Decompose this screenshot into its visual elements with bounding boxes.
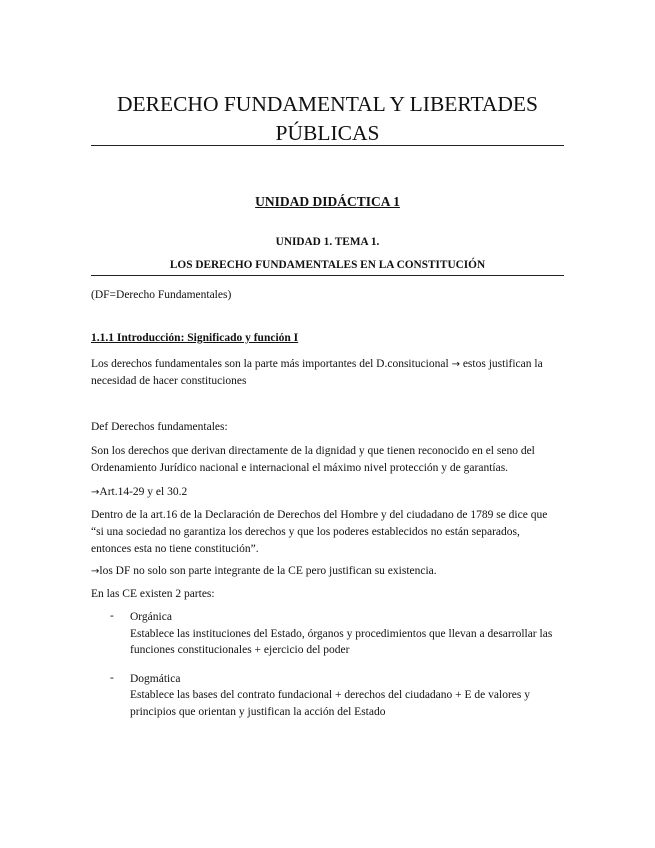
definition-line2: Ordenamiento Jurídico nacional e internacional el máximo nivel protección y de garantías. xyxy=(91,462,509,474)
list-item-line2: principios que orientan y justifican la acción del Estado xyxy=(130,706,386,718)
df-statement xyxy=(91,563,437,580)
list-item-line1: Establece las instituciones del Estado, órganos y procedimientos que llevan a desarrollar las xyxy=(130,628,553,640)
list-item-term: Dogmática xyxy=(130,673,181,685)
article-reference xyxy=(91,484,187,501)
section-heading: 1.1.1 Introducción: Significado y función I xyxy=(91,332,299,344)
parts-intro: En las CE existen 2 partes: xyxy=(91,588,215,600)
tema-subtitle: LOS DERECHO FUNDAMENTALES EN LA CONSTITUCIÓN xyxy=(169,259,486,271)
abbrev-note: (DF=Derecho Fundamentales) xyxy=(91,289,232,301)
tema-heading: UNIDAD 1. TEMA 1. xyxy=(275,236,380,248)
list-item-term: Orgánica xyxy=(130,611,172,623)
arrow-icon: → xyxy=(91,487,100,498)
arrow-icon: → xyxy=(451,359,460,370)
subtitle-divider xyxy=(91,275,564,276)
article-reference-text: Art.14-29 y el 30.2 xyxy=(99,486,188,498)
declaration-line3: entonces esta no tiene constitución”. xyxy=(91,543,259,555)
paragraph-intro-text: Los derechos fundamentales son la parte más importantes del D.consitucional xyxy=(91,358,452,370)
page-title: DERECHO FUNDAMENTAL Y LIBERTADES PÚBLICAS xyxy=(116,92,539,145)
paragraph-intro-line1 xyxy=(91,356,543,373)
list-bullet-dash: - xyxy=(110,672,114,684)
list-item-line1: Establece las bases del contrato fundacional + derechos del ciudadano + E de valores y xyxy=(130,689,530,701)
title-divider xyxy=(91,145,564,146)
definition-line1: Son los derechos que derivan directamente de la dignidad y que tienen reconocido en el seno del xyxy=(91,445,535,457)
paragraph-intro-line2: necesidad de hacer constituciones xyxy=(91,375,247,387)
arrow-icon: → xyxy=(91,566,100,577)
declaration-line2: “si una sociedad no garantiza los derechos y que los poderes establecidos no están separados, xyxy=(91,526,520,538)
definition-label: Def Derechos fundamentales: xyxy=(91,421,228,433)
declaration-line1: Dentro de la art.16 de la Declaración de Derechos del Hombre y del ciudadano de 1789 se dice que xyxy=(91,509,548,521)
list-item-line2: funciones constitucionales + ejercicio del poder xyxy=(130,644,350,656)
list-bullet-dash: - xyxy=(110,610,114,622)
df-statement-text: los DF no solo son parte integrante de la CE pero justifican su existencia. xyxy=(99,565,437,577)
unit-heading: UNIDAD DIDÁCTICA 1 xyxy=(255,194,400,209)
paragraph-intro-text-cont: estos justifican la xyxy=(459,358,543,370)
